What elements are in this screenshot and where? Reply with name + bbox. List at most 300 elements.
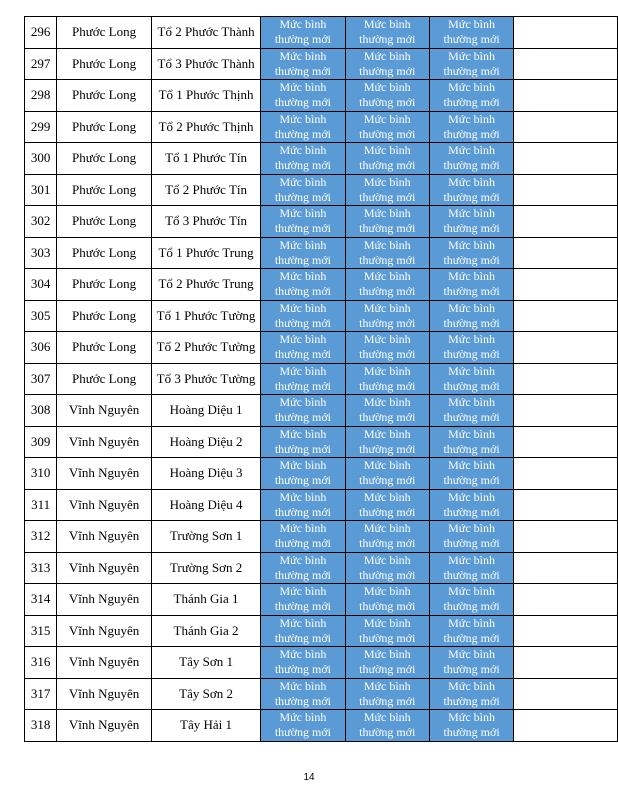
level-text-line2: thường mới <box>443 221 500 236</box>
level-text-line2: thường mới <box>443 189 500 204</box>
level-text-line2: thường mới <box>274 315 332 330</box>
level-cell <box>345 269 429 301</box>
level-cell <box>345 48 429 80</box>
residential-group-cell: Tổ 3 Phước Thành <box>151 48 260 80</box>
level-text-line2: thường mới <box>359 693 416 708</box>
ward-name-cell: Phước Long <box>57 174 152 206</box>
level-text-line1: Mức bình <box>279 521 327 536</box>
row-number-cell: 312 <box>25 521 57 553</box>
level-text-line1: Mức bình <box>448 48 495 63</box>
level-text-line1: Mức bình <box>448 678 495 693</box>
level-cell <box>429 17 513 49</box>
level-text-line1: Mức bình <box>363 552 411 567</box>
level-text-line2: thường mới <box>443 630 500 645</box>
row-number-cell: 303 <box>25 237 57 269</box>
level-cell <box>261 458 345 490</box>
table-row <box>25 237 618 269</box>
row-number-cell: 314 <box>25 584 57 616</box>
level-text-line2: thường mới <box>443 63 500 78</box>
level-text-line2: thường mới <box>274 63 332 78</box>
level-cell <box>345 206 429 238</box>
level-cell <box>345 426 429 458</box>
level-cell <box>261 143 345 175</box>
row-number-cell: 299 <box>25 111 57 143</box>
level-text-line2: thường mới <box>359 63 416 78</box>
level-text-line2: thường mới <box>443 410 500 425</box>
level-text-line1: Mức bình <box>448 80 495 95</box>
ward-name-cell: Vĩnh Nguyên <box>57 615 152 647</box>
row-number-cell: 307 <box>25 363 57 395</box>
level-text-line1: Mức bình <box>363 521 411 536</box>
residential-group-cell: Hoàng Diệu 1 <box>151 395 260 427</box>
table-row <box>25 17 618 49</box>
ward-name-cell: Vĩnh Nguyên <box>57 552 152 584</box>
level-cell <box>345 552 429 584</box>
level-text-line2: thường mới <box>443 126 500 141</box>
level-cell <box>345 710 429 742</box>
page-number: 14 <box>303 772 315 783</box>
level-text-line1: Mức bình <box>279 332 327 347</box>
level-text-line1: Mức bình <box>363 143 411 158</box>
residential-group-cell: Tây Sơn 1 <box>151 647 260 679</box>
level-text-line1: Mức bình <box>448 332 495 347</box>
residential-group-cell: Thánh Gia 1 <box>151 584 260 616</box>
ward-name-cell: Vĩnh Nguyên <box>57 489 152 521</box>
level-text-line2: thường mới <box>443 441 500 456</box>
level-cell <box>261 300 345 332</box>
table-row <box>25 710 618 742</box>
empty-cell <box>514 395 618 427</box>
level-cell <box>429 426 513 458</box>
level-text-line1: Mức bình <box>279 143 327 158</box>
row-number-cell: 304 <box>25 269 57 301</box>
residential-group-cell: Tổ 2 Phước Thịnh <box>151 111 260 143</box>
row-number-cell: 306 <box>25 332 57 364</box>
empty-cell <box>514 615 618 647</box>
level-cell <box>345 647 429 679</box>
residential-group-cell: Tổ 1 Phước Tín <box>151 143 260 175</box>
residential-group-cell: Tổ 2 Phước Thành <box>151 17 260 49</box>
level-text-line1: Mức bình <box>363 615 411 630</box>
level-text-line1: Mức bình <box>363 489 411 504</box>
level-text-line1: Mức bình <box>363 80 411 95</box>
level-cell <box>261 584 345 616</box>
level-text-line2: thường mới <box>359 221 416 236</box>
table-body <box>25 17 618 742</box>
level-text-line1: Mức bình <box>279 458 327 473</box>
residential-group-cell: Tổ 2 Phước Tường <box>151 332 260 364</box>
level-text-line1: Mức bình <box>363 48 411 63</box>
empty-cell <box>514 521 618 553</box>
level-text-line1: Mức bình <box>363 111 411 126</box>
level-text-line2: thường mới <box>359 536 416 551</box>
table-row <box>25 111 618 143</box>
level-text-line2: thường mới <box>443 284 500 299</box>
level-cell <box>429 521 513 553</box>
row-number-cell: 305 <box>25 300 57 332</box>
level-text-line2: thường mới <box>274 693 332 708</box>
level-text-line1: Mức bình <box>279 395 327 410</box>
level-text-line1: Mức bình <box>279 363 327 378</box>
level-text-line2: thường mới <box>443 95 500 110</box>
level-cell <box>429 395 513 427</box>
residential-group-cell: Tây Hải 1 <box>151 710 260 742</box>
level-text-line1: Mức bình <box>363 710 411 725</box>
level-text-line2: thường mới <box>443 32 500 47</box>
level-cell <box>345 111 429 143</box>
level-text-line1: Mức bình <box>363 237 411 252</box>
level-cell <box>429 143 513 175</box>
level-text-line1: Mức bình <box>448 521 495 536</box>
table-row <box>25 206 618 238</box>
level-cell <box>429 363 513 395</box>
level-text-line2: thường mới <box>359 410 416 425</box>
level-text-line2: thường mới <box>359 599 416 614</box>
ward-name-cell: Vĩnh Nguyên <box>57 678 152 710</box>
level-text-line1: Mức bình <box>448 143 495 158</box>
level-text-line1: Mức bình <box>279 206 327 221</box>
ward-name-cell: Phước Long <box>57 300 152 332</box>
residential-group-cell: Tổ 1 Phước Thịnh <box>151 80 260 112</box>
row-number-cell: 310 <box>25 458 57 490</box>
level-cell <box>261 426 345 458</box>
empty-cell <box>514 143 618 175</box>
row-number-cell: 302 <box>25 206 57 238</box>
level-text-line2: thường mới <box>359 567 416 582</box>
ward-name-cell: Phước Long <box>57 143 152 175</box>
table-row <box>25 584 618 616</box>
level-text-line2: thường mới <box>274 567 332 582</box>
level-text-line1: Mức bình <box>448 458 495 473</box>
level-cell <box>261 17 345 49</box>
level-text-line2: thường mới <box>443 158 500 173</box>
level-cell <box>345 80 429 112</box>
residential-group-cell: Trường Sơn 2 <box>151 552 260 584</box>
level-text-line2: thường mới <box>274 32 332 47</box>
ward-name-cell: Phước Long <box>57 111 152 143</box>
level-cell <box>429 678 513 710</box>
level-text-line1: Mức bình <box>279 269 327 284</box>
table-row <box>25 521 618 553</box>
level-cell <box>345 363 429 395</box>
ward-name-cell: Vĩnh Nguyên <box>57 710 152 742</box>
ward-name-cell: Vĩnh Nguyên <box>57 458 152 490</box>
level-cell <box>429 237 513 269</box>
level-cell <box>345 615 429 647</box>
level-text-line2: thường mới <box>274 599 332 614</box>
level-text-line2: thường mới <box>359 504 416 519</box>
level-text-line1: Mức bình <box>363 458 411 473</box>
level-text-line2: thường mới <box>359 725 416 740</box>
ward-name-cell: Phước Long <box>57 17 152 49</box>
table-row <box>25 678 618 710</box>
empty-cell <box>514 237 618 269</box>
level-text-line1: Mức bình <box>279 300 327 315</box>
level-text-line2: thường mới <box>359 630 416 645</box>
empty-cell <box>514 426 618 458</box>
level-text-line2: thường mới <box>359 473 416 488</box>
level-text-line1: Mức bình <box>279 647 327 662</box>
ward-name-cell: Phước Long <box>57 80 152 112</box>
row-number-cell: 313 <box>25 552 57 584</box>
level-text-line1: Mức bình <box>279 615 327 630</box>
level-text-line2: thường mới <box>443 662 500 677</box>
table-row <box>25 489 618 521</box>
level-text-line2: thường mới <box>274 284 332 299</box>
level-text-line2: thường mới <box>274 441 332 456</box>
level-text-line1: Mức bình <box>448 237 495 252</box>
level-text-line2: thường mới <box>443 347 500 362</box>
ward-name-cell: Vĩnh Nguyên <box>57 426 152 458</box>
level-text-line2: thường mới <box>274 504 332 519</box>
ward-name-cell: Vĩnh Nguyên <box>57 395 152 427</box>
level-text-line1: Mức bình <box>279 426 327 441</box>
level-text-line1: Mức bình <box>448 710 495 725</box>
level-cell <box>345 17 429 49</box>
table-row <box>25 615 618 647</box>
row-number-cell: 311 <box>25 489 57 521</box>
level-text-line1: Mức bình <box>448 489 495 504</box>
level-text-line1: Mức bình <box>279 489 327 504</box>
level-text-line1: Mức bình <box>363 647 411 662</box>
level-cell <box>261 552 345 584</box>
level-cell <box>429 489 513 521</box>
level-text-line2: thường mới <box>274 725 332 740</box>
level-text-line2: thường mới <box>443 252 500 267</box>
level-cell <box>429 332 513 364</box>
level-text-line1: Mức bình <box>363 395 411 410</box>
empty-cell <box>514 17 618 49</box>
table-row <box>25 458 618 490</box>
row-number-cell: 318 <box>25 710 57 742</box>
level-text-line2: thường mới <box>274 630 332 645</box>
level-text-line1: Mức bình <box>279 710 327 725</box>
empty-cell <box>514 174 618 206</box>
level-text-line1: Mức bình <box>448 647 495 662</box>
residential-group-cell: Hoàng Diệu 3 <box>151 458 260 490</box>
table-row <box>25 48 618 80</box>
level-cell <box>261 237 345 269</box>
level-text-line2: thường mới <box>359 126 416 141</box>
row-number-cell: 309 <box>25 426 57 458</box>
empty-cell <box>514 206 618 238</box>
level-text-line2: thường mới <box>359 95 416 110</box>
level-text-line2: thường mới <box>443 567 500 582</box>
level-text-line1: Mức bình <box>279 584 327 599</box>
level-cell <box>261 269 345 301</box>
residential-group-cell: Tổ 1 Phước Tường <box>151 300 260 332</box>
table-row <box>25 647 618 679</box>
level-cell <box>261 80 345 112</box>
level-cell <box>261 395 345 427</box>
residential-group-cell: Hoàng Diệu 4 <box>151 489 260 521</box>
level-cell <box>261 521 345 553</box>
level-cell <box>261 710 345 742</box>
residential-group-cell: Tổ 1 Phước Trung <box>151 237 260 269</box>
ward-name-cell: Phước Long <box>57 269 152 301</box>
level-text-line2: thường mới <box>443 725 500 740</box>
empty-cell <box>514 489 618 521</box>
level-cell <box>261 647 345 679</box>
level-cell <box>429 111 513 143</box>
empty-cell <box>514 552 618 584</box>
ward-name-cell: Phước Long <box>57 237 152 269</box>
residential-group-cell: Hoàng Diệu 2 <box>151 426 260 458</box>
level-text-line2: thường mới <box>443 378 500 393</box>
residential-group-cell: Tổ 2 Phước Trung <box>151 269 260 301</box>
table-row <box>25 332 618 364</box>
level-text-line1: Mức bình <box>363 584 411 599</box>
level-text-line1: Mức bình <box>448 363 495 378</box>
level-text-line1: Mức bình <box>363 332 411 347</box>
level-cell <box>429 584 513 616</box>
level-text-line1: Mức bình <box>363 426 411 441</box>
level-text-line2: thường mới <box>359 441 416 456</box>
level-cell <box>261 615 345 647</box>
empty-cell <box>514 269 618 301</box>
level-cell <box>345 143 429 175</box>
level-text-line2: thường mới <box>274 221 332 236</box>
ward-name-cell: Vĩnh Nguyên <box>57 584 152 616</box>
level-cell <box>261 363 345 395</box>
level-cell <box>345 395 429 427</box>
level-text-line2: thường mới <box>359 158 416 173</box>
level-cell <box>261 206 345 238</box>
level-cell <box>261 678 345 710</box>
table-row <box>25 300 618 332</box>
level-text-line2: thường mới <box>443 504 500 519</box>
level-cell <box>345 489 429 521</box>
ward-name-cell: Phước Long <box>57 363 152 395</box>
level-text-line1: Mức bình <box>448 552 495 567</box>
level-text-line1: Mức bình <box>279 80 327 95</box>
level-text-line1: Mức bình <box>279 678 327 693</box>
level-text-line2: thường mới <box>359 347 416 362</box>
level-text-line2: thường mới <box>359 32 416 47</box>
level-text-line1: Mức bình <box>448 17 495 32</box>
level-text-line1: Mức bình <box>448 395 495 410</box>
level-text-line2: thường mới <box>359 189 416 204</box>
level-text-line2: thường mới <box>359 252 416 267</box>
level-cell <box>345 300 429 332</box>
level-text-line2: thường mới <box>359 662 416 677</box>
level-text-line1: Mức bình <box>448 426 495 441</box>
row-number-cell: 301 <box>25 174 57 206</box>
empty-cell <box>514 458 618 490</box>
residential-group-cell: Tây Sơn 2 <box>151 678 260 710</box>
level-text-line2: thường mới <box>274 473 332 488</box>
empty-cell <box>514 111 618 143</box>
level-cell <box>429 174 513 206</box>
empty-cell <box>514 647 618 679</box>
empty-cell <box>514 584 618 616</box>
table-row <box>25 426 618 458</box>
level-text-line2: thường mới <box>443 473 500 488</box>
level-text-line1: Mức bình <box>363 363 411 378</box>
empty-cell <box>514 300 618 332</box>
residential-group-cell: Thánh Gia 2 <box>151 615 260 647</box>
level-cell <box>345 237 429 269</box>
level-text-line2: thường mới <box>274 378 332 393</box>
level-cell <box>429 80 513 112</box>
level-text-line1: Mức bình <box>363 174 411 189</box>
row-number-cell: 297 <box>25 48 57 80</box>
level-cell <box>261 48 345 80</box>
level-cell <box>429 300 513 332</box>
level-text-line2: thường mới <box>274 126 332 141</box>
table-row <box>25 269 618 301</box>
level-cell <box>429 710 513 742</box>
table-row <box>25 395 618 427</box>
level-text-line2: thường mới <box>274 252 332 267</box>
level-text-line2: thường mới <box>274 410 332 425</box>
table-row <box>25 363 618 395</box>
row-number-cell: 300 <box>25 143 57 175</box>
level-text-line1: Mức bình <box>363 269 411 284</box>
level-text-line1: Mức bình <box>448 269 495 284</box>
level-text-line2: thường mới <box>274 536 332 551</box>
level-text-line2: thường mới <box>443 536 500 551</box>
level-cell <box>261 111 345 143</box>
ward-name-cell: Phước Long <box>57 332 152 364</box>
level-cell <box>345 458 429 490</box>
row-number-cell: 296 <box>25 17 57 49</box>
level-text-line2: thường mới <box>274 158 332 173</box>
level-text-line1: Mức bình <box>279 237 327 252</box>
level-cell <box>429 458 513 490</box>
level-cell <box>345 584 429 616</box>
level-cell <box>345 678 429 710</box>
row-number-cell: 298 <box>25 80 57 112</box>
ward-name-cell: Vĩnh Nguyên <box>57 647 152 679</box>
level-cell <box>261 332 345 364</box>
ward-name-cell: Vĩnh Nguyên <box>57 521 152 553</box>
row-number-cell: 315 <box>25 615 57 647</box>
level-text-line2: thường mới <box>359 315 416 330</box>
empty-cell <box>514 332 618 364</box>
empty-cell <box>514 363 618 395</box>
level-text-line1: Mức bình <box>363 17 411 32</box>
level-cell <box>429 48 513 80</box>
level-cell <box>429 552 513 584</box>
level-text-line1: Mức bình <box>363 300 411 315</box>
level-text-line1: Mức bình <box>448 174 495 189</box>
level-cell <box>345 332 429 364</box>
risk-level-table <box>24 16 618 742</box>
level-text-line1: Mức bình <box>448 111 495 126</box>
level-text-line1: Mức bình <box>448 300 495 315</box>
level-text-line1: Mức bình <box>448 584 495 599</box>
level-text-line2: thường mới <box>274 662 332 677</box>
level-cell <box>345 174 429 206</box>
table-row <box>25 143 618 175</box>
residential-group-cell: Tổ 3 Phước Tín <box>151 206 260 238</box>
level-text-line1: Mức bình <box>279 174 327 189</box>
level-text-line2: thường mới <box>443 315 500 330</box>
empty-cell <box>514 678 618 710</box>
level-text-line2: thường mới <box>443 693 500 708</box>
level-text-line1: Mức bình <box>279 552 327 567</box>
empty-cell <box>514 48 618 80</box>
residential-group-cell: Trường Sơn 1 <box>151 521 260 553</box>
level-cell <box>429 206 513 238</box>
table-row <box>25 552 618 584</box>
level-text-line1: Mức bình <box>363 206 411 221</box>
empty-cell <box>514 80 618 112</box>
level-text-line2: thường mới <box>274 189 332 204</box>
level-cell <box>261 489 345 521</box>
table-row <box>25 80 618 112</box>
